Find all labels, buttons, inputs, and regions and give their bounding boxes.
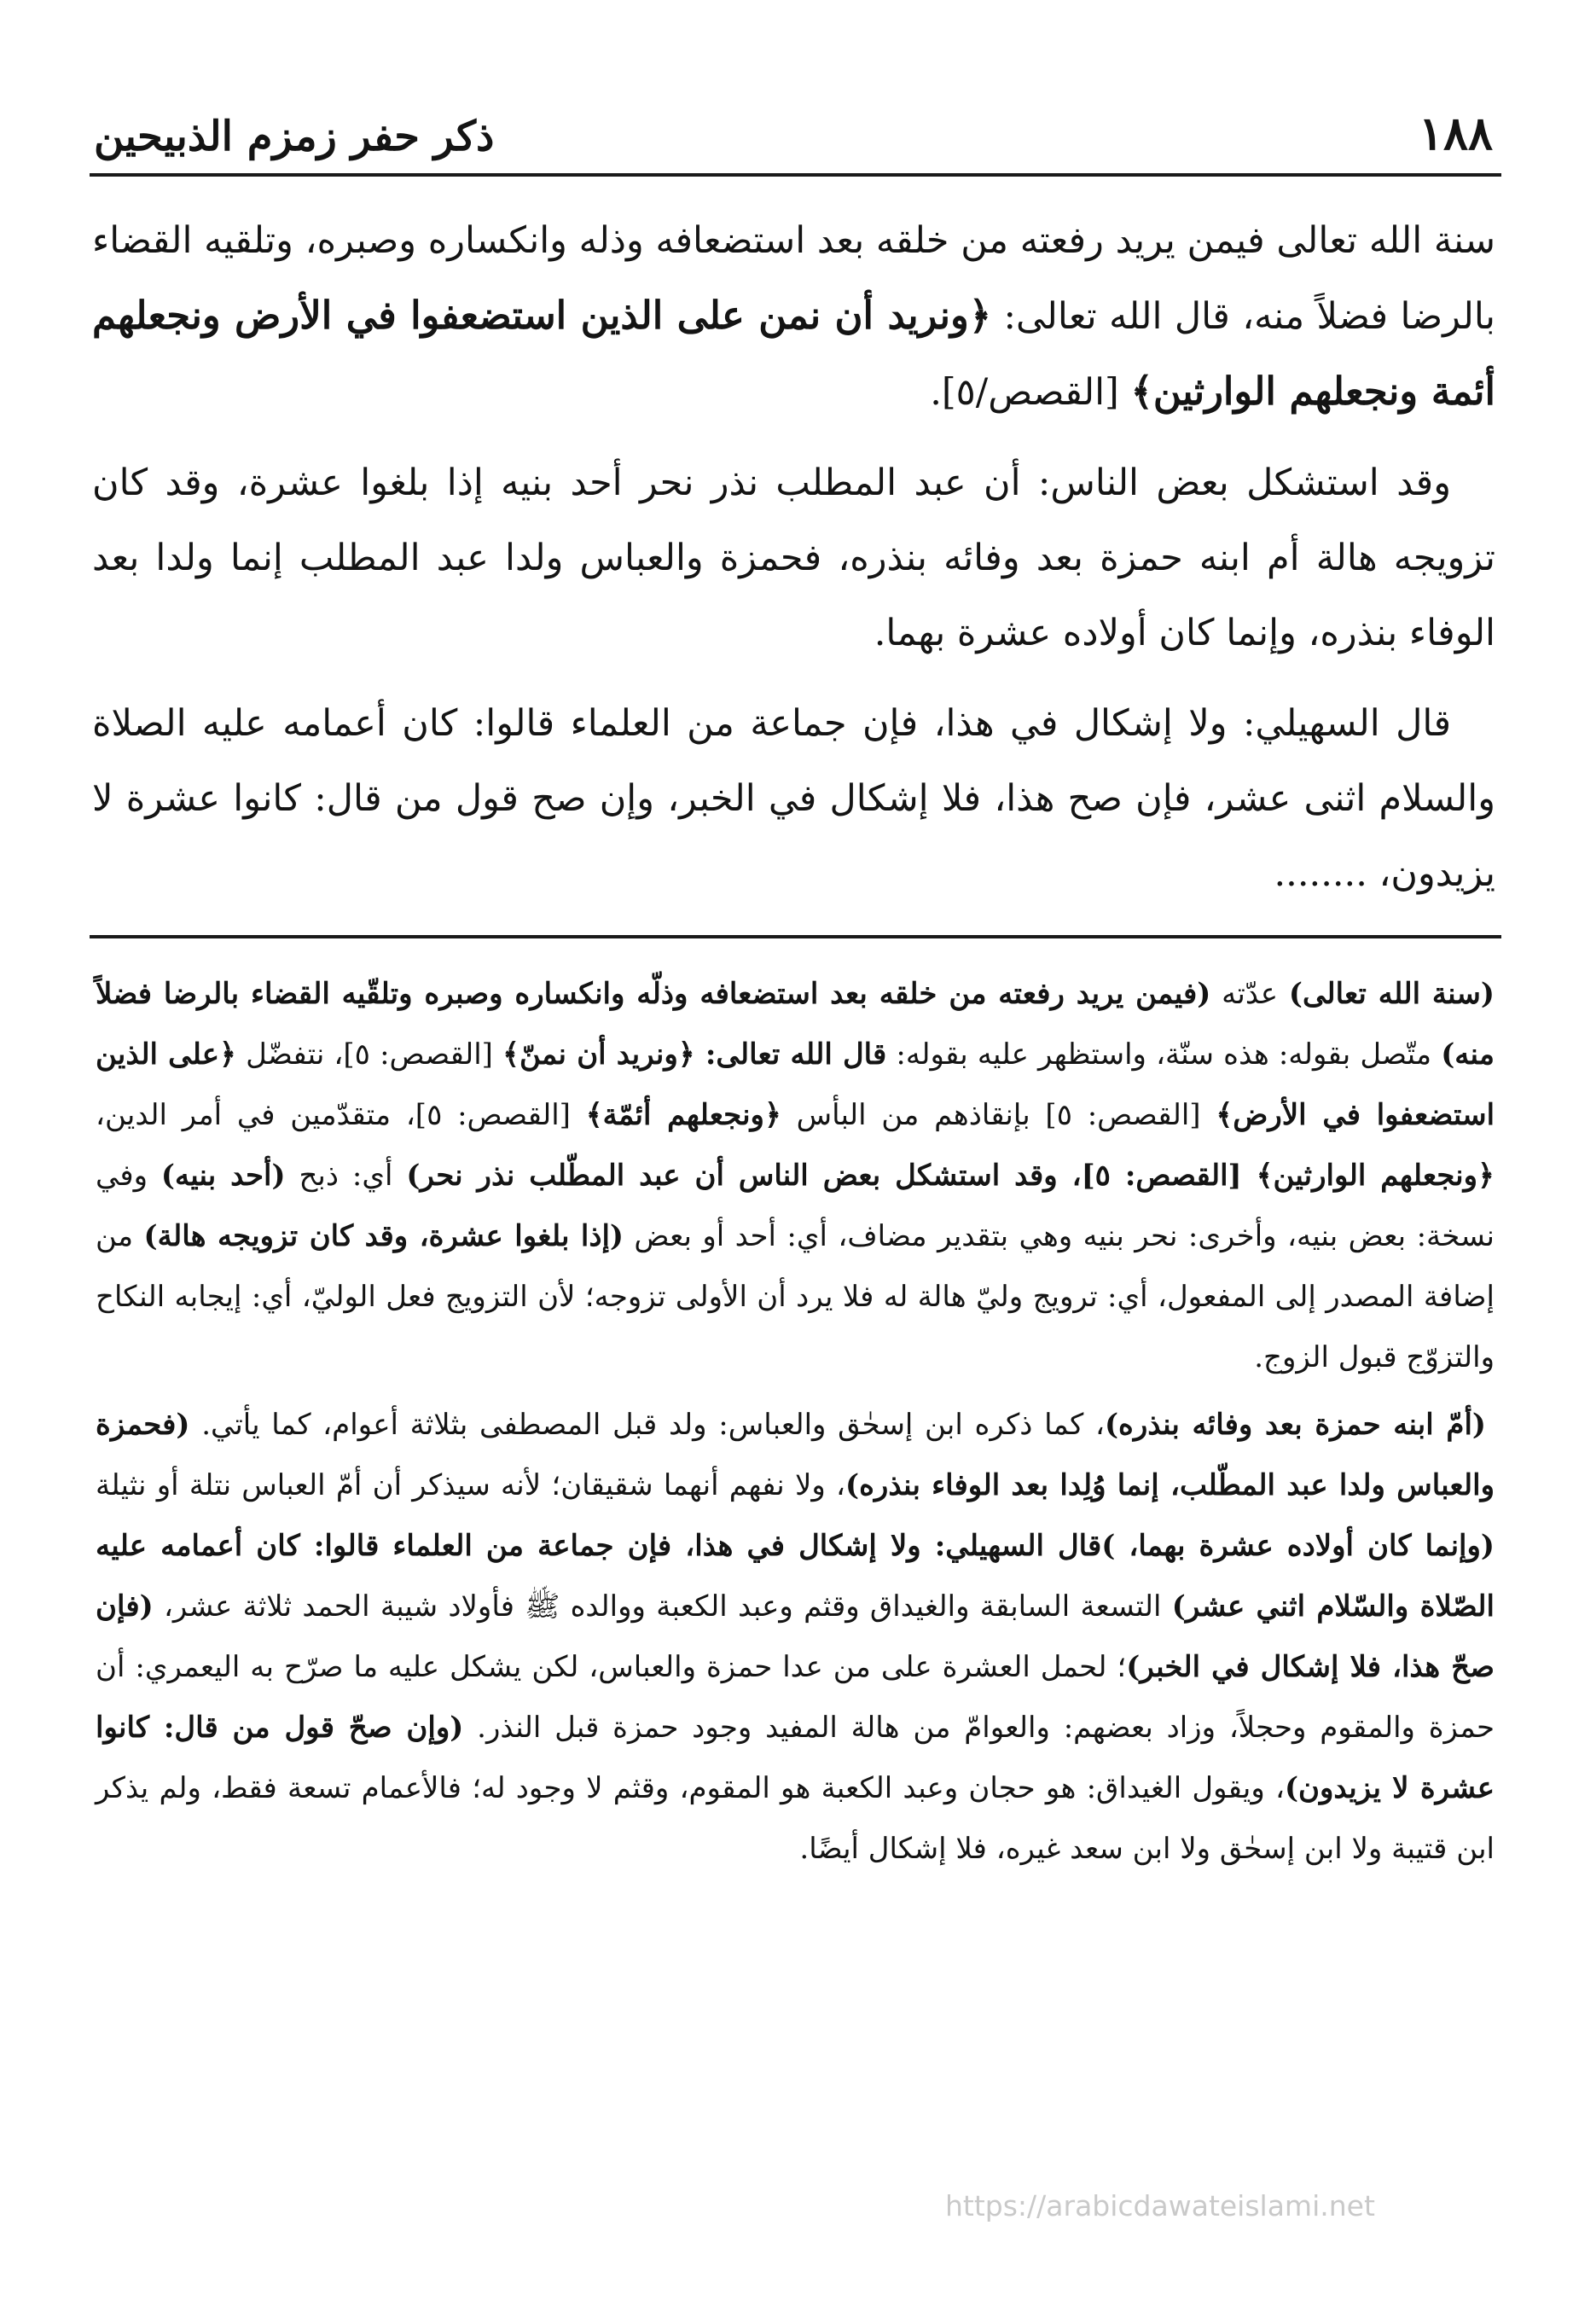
ellipsis-dots: ........ bbox=[1274, 852, 1367, 895]
commentary-bold: قال الله تعالى: ﴿ونريد أن نمنّ﴾ bbox=[502, 1037, 887, 1072]
commentary-plain: ، ويقول الغيداق: هو حجان وعبد الكعبة هو المقوم، وقثم لا وجود له؛ فالأعمام تسعة فقط، ولم يذكر ابن قتيبة ولا ابن إسحٰق ولا ابن سعد غيره، فلا إشكال أيضًا. bbox=[96, 1771, 1495, 1866]
page-number: ١٨٨ bbox=[1418, 106, 1493, 160]
commentary-text bbox=[96, 964, 1495, 1886]
commentary-bold: (أحد بنيه) bbox=[160, 1159, 286, 1193]
commentary-plain: وفي نسخة: بعض بنيه، وأخرى: نحر بنيه وهي بتقدير مضاف، أي: أحد أو بعض bbox=[96, 1159, 1495, 1253]
commentary-bold: (فحمزة والعباس ولدا عبد المطّلب، إنما وُلِدا بعد الوفاء بنذره) bbox=[96, 1408, 1495, 1502]
commentary-bold: (سنة الله تعالى) bbox=[1288, 977, 1495, 1011]
header-rule bbox=[90, 173, 1501, 177]
commentary-plain: من إضافة المصدر إلى المفعول، أي: ترويج وليّ هالة له فلا يرد أن الأولى تزوجه؛ لأن التزويج فعل الوليّ، أي: إيجابه النكاح والتزوّج قبول الزوج. bbox=[96, 1219, 1495, 1374]
main-paragraph-1 bbox=[92, 203, 1495, 430]
commentary-bold: ﴿على الذين استضعفوا في الأرض﴾ bbox=[96, 1037, 1495, 1132]
main-text-1a: سنة الله تعالى فيمن يريد رفعته من خلقه بعد استضعافه وذله وانكساره وصبره، وتلقيه القضاء بالرضا فضلاً منه، قال الله تعالى: bbox=[92, 219, 1495, 338]
commentary-plain: [القصص: ٥]، نتفضّل bbox=[235, 1037, 503, 1072]
commentary-plain: ، كما ذكره ابن إسحٰق والعباس: ولد قبل المصطفى بثلاثة أعوام، كما يأتي. bbox=[189, 1408, 1105, 1442]
main-text bbox=[92, 203, 1495, 927]
commentary-plain: متّصل بقوله: هذه سنّة، واستظهر عليه بقوله: bbox=[886, 1037, 1442, 1072]
commentary-bold: (أمّ ابنه حمزة بعد وفائه بنذره) bbox=[1104, 1408, 1486, 1442]
commentary-plain: ؛ لحمل العشرة على من عدا حمزة والعباس، لكن يشكل عليه ما صرّح به اليعمري: أن حمزة والمقوم وحجلاً، وزاد بعضهم: والعوامّ من هالة المفيد وجود حمزة قبل النذر. bbox=[96, 1650, 1495, 1745]
main-paragraph-3 bbox=[92, 686, 1495, 911]
quran-quote: ﴿ونريد أن نمن على الذين استضعفوا في الأرض ونجعلهم أئمة ونجعلهم الوارثين﴾ bbox=[92, 293, 1495, 414]
commentary-plain: أي: ذبح bbox=[285, 1159, 407, 1193]
watermark: https://arabicdawateislami.net bbox=[945, 2189, 1375, 2222]
commentary-bold: (فإن صحّ هذا، فلا إشكال في الخبر) bbox=[96, 1589, 1495, 1684]
commentary-plain: [القصص: ٥] بإنقاذهم من البأس bbox=[781, 1098, 1216, 1132]
commentary-plain: التسعة السابقة والغيداق وقثم وعبد الكعبة ووالده ﷺ فأولاد شيبة الحمد ثلاثة عشر، bbox=[153, 1589, 1172, 1624]
page-header bbox=[94, 92, 1493, 160]
commentary-bold: ﴿ونجعلهم أئمّة﴾ bbox=[585, 1098, 781, 1132]
commentary-plain: [القصص: ٥]، متقدّمين في أمر الدين، bbox=[96, 1098, 586, 1132]
commentary-bold: (إذا بلغوا عشرة، وقد كان تزويجه هالة) bbox=[143, 1219, 624, 1253]
footnote-divider bbox=[90, 935, 1501, 938]
commentary-paragraph-2 bbox=[96, 1395, 1495, 1880]
commentary-bold: ﴿ونجعلهم الوارثين﴾ [القصص: ٥]، وقد استشكل بعض الناس أن عبد المطّلب نذر نحر) bbox=[406, 1159, 1495, 1193]
commentary-bold: (فيمن يريد رفعته من خلقه بعد استضعافه وذلّه وانكساره وصبره وتلقّيه القضاء بالرضا فضلاً منه) bbox=[96, 977, 1495, 1072]
main-text-1b: [القصص/٥]. bbox=[930, 371, 1131, 414]
main-text-3: قال السهيلي: ولا إشكال في هذا، فإن جماعة من العلماء قالوا: كان أعمامه عليه الصلاة والسلام اثنى عشر، فإن صح هذا، فلا إشكال في الخبر، وإن صح قول من قال: كانوا عشرة لا يزيدون، bbox=[92, 702, 1495, 895]
commentary-plain: عدّته bbox=[1210, 977, 1289, 1011]
commentary-bold: (وإنما كان أولاده عشرة بهما، )قال السهيلي: ولا إشكال في هذا، فإن جماعة من العلماء قالوا: كان أعمامه عليه الصّلاة والسّلام اثني عشر) bbox=[96, 1529, 1495, 1624]
main-paragraph-2: وقد استشكل بعض الناس: أن عبد المطلب نذر نحر أحد بنيه إذا بلغوا عشرة، وقد كان تزويجه هالة أم ابنه حمزة بعد وفائه بنذره، فحمزة والعباس ولدا عبد المطلب إنما ولدا بعد الوفاء بنذره، وإنما كان أولاده عشرة بهما. bbox=[92, 462, 1495, 654]
commentary-paragraph-1 bbox=[96, 964, 1495, 1388]
commentary-plain: ، ولا نفهم أنهما شقيقان؛ لأنه سيذكر أن أمّ العباس نتلة أو نثيلة bbox=[96, 1468, 846, 1502]
commentary-bold: (وإن صحّ قول من قال: كانوا عشرة لا يزيدون) bbox=[96, 1711, 1495, 1805]
running-title: ذكر حفر زمزم الذبيحين bbox=[94, 113, 495, 160]
